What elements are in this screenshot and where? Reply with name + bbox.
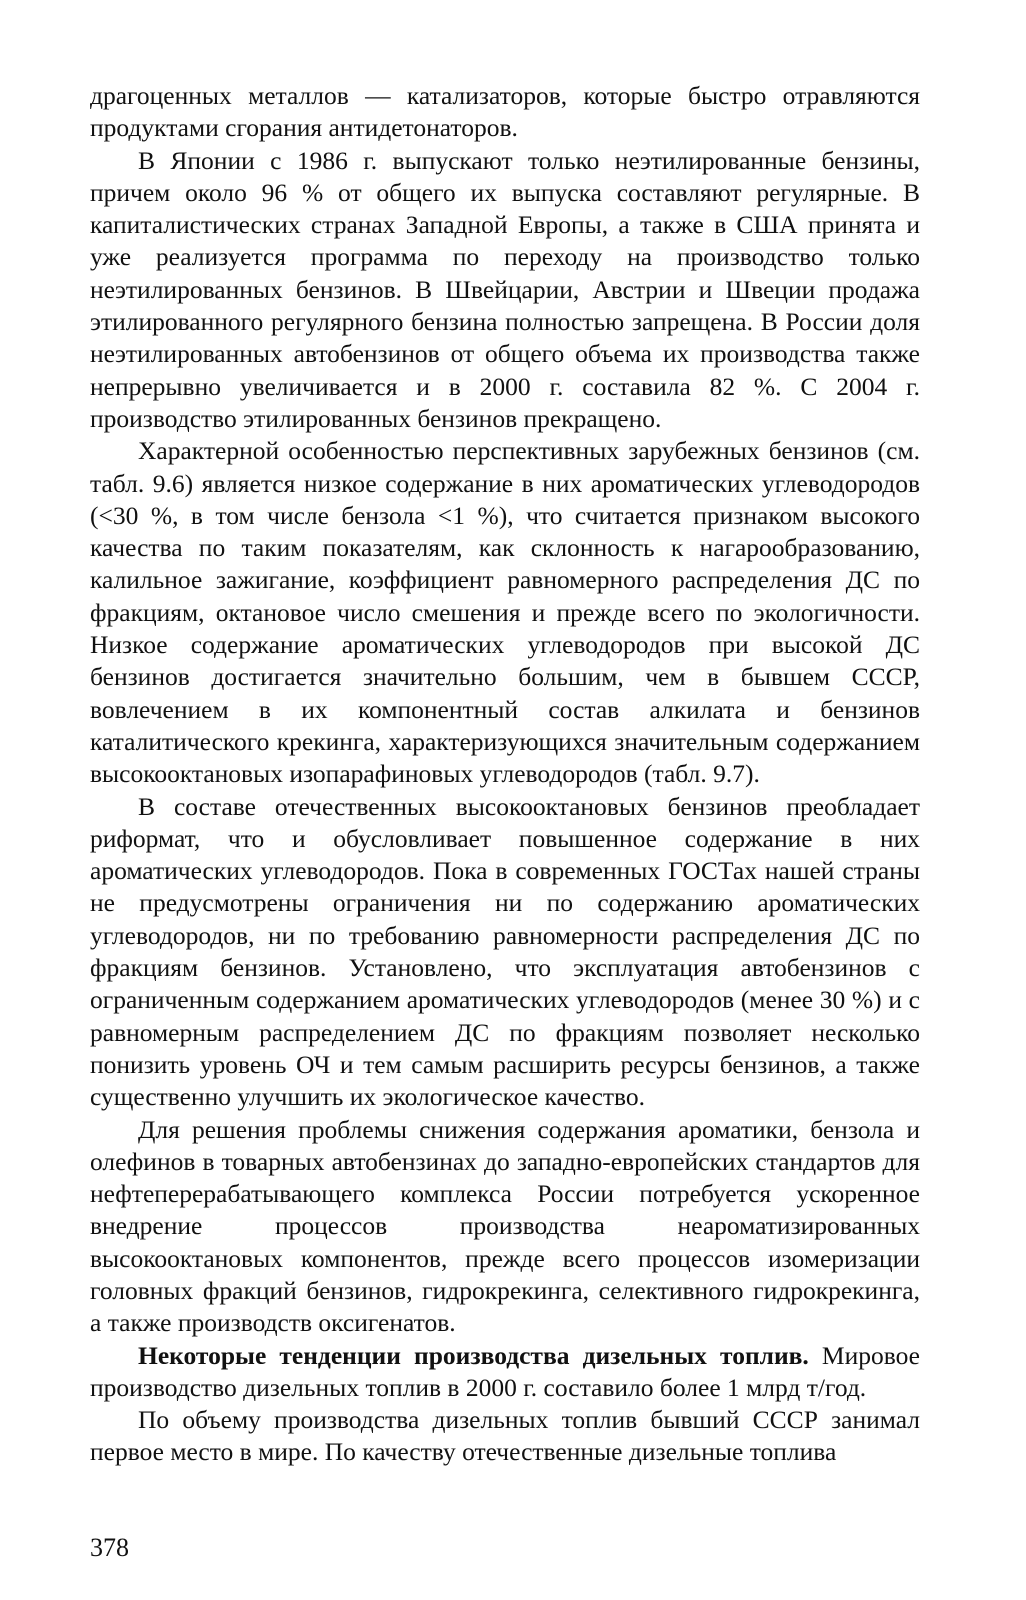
paragraph-last: По объему производства дизельных топлив бывший СССР занимал первое место в мире. По качеству отечественные дизельные топлива	[90, 1405, 920, 1467]
paragraph-5: Для решения проблемы снижения содержания ароматики, бензола и олефинов в товарных автобензинах до западно-европейских стандартов для нефтеперерабатывающего комплекса России потребуется ускоренное внедрение процессов производства неароматизированных высокооктановых компонентов, прежде всего процессов изомеризации головных фракций бензинов, гидрокрекинга, селективного гидрокрекинга, а также производств оксигенатов.	[90, 1114, 920, 1338]
paragraph-4: В составе отечественных высокооктановых бензинов преобладает риформат, что и обусловливает повышенное содержание в них ароматических углеводородов. Пока в современных ГОСТах нашей страны не предусмотрены ограничения ни по содержанию ароматических углеводородов, ни по требованию равномерности распределения ДС по фракциям бензинов. Установлено, что эксплуатация автобензинов с ограниченным содержанием ароматических углеводородов (менее 30 %) и с равномерным распределением ДС по фракциям позволяет несколько понизить уровень ОЧ и тем самым расширить ресурсы бензинов, а также существенно улучшить их экологическое качество.	[90, 791, 920, 1112]
paragraph-2: В Японии с 1986 г. выпускают только неэтилированные бензины, причем около 96 % от общего их выпуска составляют регулярные. В капиталистических странах Западной Европы, а также в США принята и уже реализуется программа по переходу на производство только неэтилированных бензинов. В Швейцарии, Австрии и Швеции продажа этилированного регулярного бензина полностью запрещена. В России доля неэтилированных автобензинов от общего объема их производства также непрерывно увеличивается и в 2000 г. составила 82 %. С 2004 г. производство этилированных бензинов прекращено.	[90, 145, 920, 433]
page-number: 378	[90, 1533, 129, 1562]
page-body	[90, 80, 920, 1469]
paragraph-3: Характерной особенностью перспективных зарубежных бензинов (см. табл. 9.6) является низкое содержание в них ароматических углеводородов (<30 %, в том числе бензола <1 %), что считается признаком высокого качества по таким показателям, как склонность к нагарообразованию, калильное зажигание, коэффициент равномерного распределения ДС по фракциям, октановое число смешения и прежде всего по экологичности. Низкое содержание ароматических углеводородов при высокой ДС бензинов достигается значительно большим, чем в бывшем СССР, вовлечением в их компонентный состав алкилата и бензинов каталитического крекинга, характеризующихся значительным содержанием высокооктановых изопарафиновых углеводородов (табл. 9.7).	[90, 436, 920, 789]
section-paragraph	[90, 1340, 920, 1405]
paragraph-1: драгоценных металлов — катализаторов, которые быстро отравляются продуктами сгорания антидетонаторов.	[90, 81, 920, 143]
section-heading: Некоторые тенденции производства дизельных топлив.	[138, 1340, 809, 1370]
section-text: Мировое производство дизельных топлив в 2000 г. составило более 1 млрд т/год.	[90, 1340, 920, 1402]
